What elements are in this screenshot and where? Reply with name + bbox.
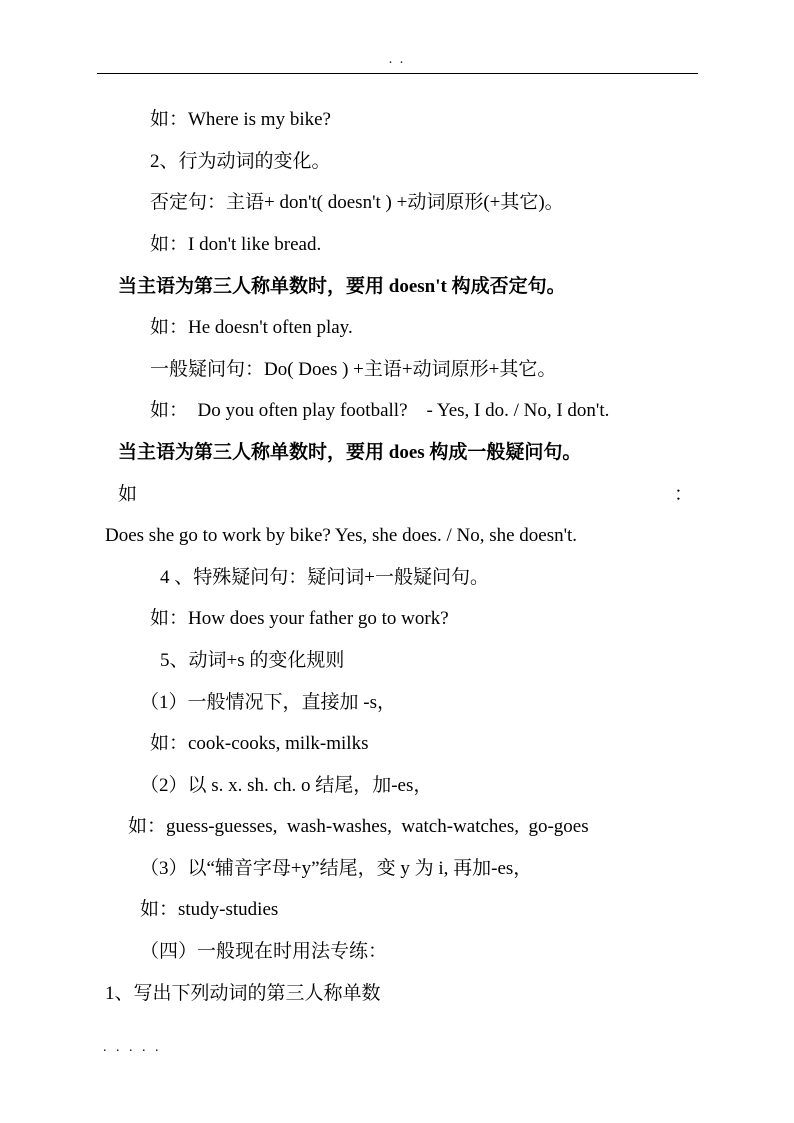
example-line: 如： Do you often play football? - Yes, I do. / No, I don't.: [150, 400, 610, 421]
rule-line: 一般疑问句：Do( Does ) +主语+动词原形+其它。: [150, 359, 557, 380]
bold-note: 当主语为第三人称单数时，要用 does 构成一般疑问句。: [118, 442, 582, 463]
example-prefix: 如: [118, 484, 138, 505]
example-colon: ：: [674, 484, 694, 505]
page-header: . .: [388, 52, 406, 67]
example-line: 如：cook-cooks, milk-milks: [150, 733, 369, 754]
bold-note: 当主语为第三人称单数时，要用 doesn't 构成否定句。: [118, 276, 566, 297]
example-line: Does she go to work by bike? Yes, she does. / No, she doesn't.: [105, 525, 578, 546]
page-footer: . . . . .: [103, 1040, 162, 1055]
example-line: 如：He doesn't often play.: [150, 317, 353, 338]
section-heading: 2、行为动词的变化。: [150, 151, 331, 172]
example-line: 如：study-studies: [140, 899, 279, 920]
example-line: 如：I don't like bread.: [150, 234, 322, 255]
example-line: 如：How does your father go to work?: [150, 608, 449, 629]
header-rule: [97, 73, 698, 74]
section-heading: 4 、特殊疑问句：疑问词+一般疑问句。: [160, 567, 489, 588]
rule-line: 否定句：主语+ don't( doesn't ) +动词原形(+其它)。: [150, 192, 564, 213]
exercise-heading: 1、写出下列动词的第三人称单数: [105, 983, 381, 1004]
rule-item: （2）以 s. x. sh. ch. o 结尾，加-es，: [140, 775, 433, 796]
rule-item: （1）一般情况下，直接加 -s，: [140, 692, 396, 713]
rule-item: （3）以“辅音字母+y”结尾，变 y 为 i, 再加-es，: [140, 858, 533, 879]
section-heading: （四）一般现在时用法专练：: [140, 941, 388, 962]
section-heading: 5、动词+s 的变化规则: [160, 650, 345, 671]
example-line: 如：guess-guesses, wash-washes, watch-watches, go-goes: [128, 816, 589, 837]
example-line: 如：Where is my bike?: [150, 109, 331, 130]
